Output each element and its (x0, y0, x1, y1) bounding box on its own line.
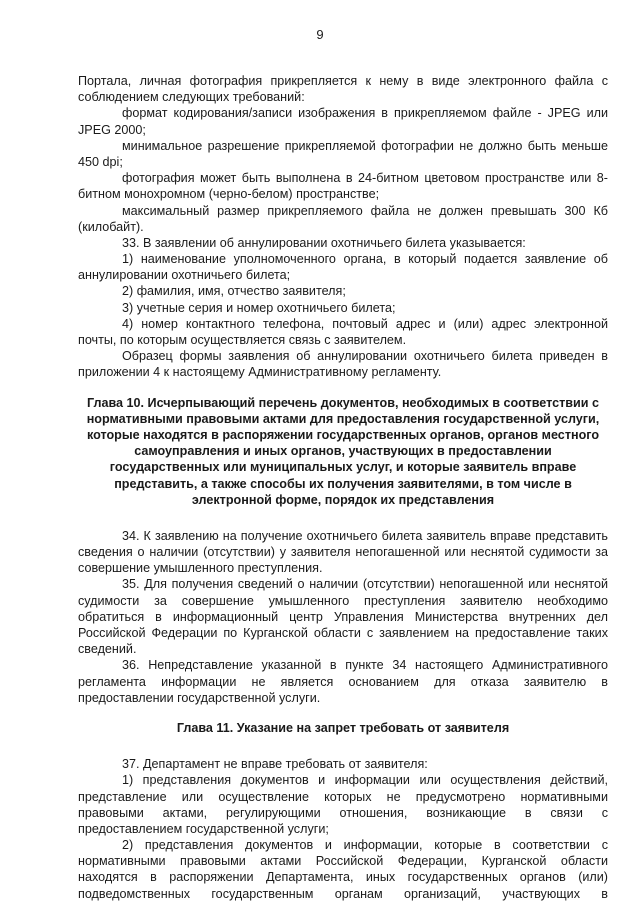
text-line: 2) представления документов и информации, которые в соответствии с (122, 838, 608, 853)
document-body (78, 73, 608, 902)
text-line: 36. Непредставление указанной в пункте 34 настоящего Административного (122, 658, 608, 673)
text-line: предоставлением государственной услуги; (78, 821, 329, 836)
text-line: сведений. (78, 642, 137, 657)
text-line: почты, по которым осуществляется связь с заявителем. (78, 333, 407, 347)
heading-line: Глава 10. Исчерпывающий перечень документов, необходимых в соответствии с (86, 395, 600, 410)
heading-line: представить, а также способы их получения заявителями, в том числе в (114, 476, 572, 491)
paragraph (78, 772, 608, 837)
text-line: предоставлении государственной услуги. (78, 690, 321, 705)
text-line: 4) номер контактного телефона, почтовый адрес и (или) адрес электронной (122, 316, 608, 331)
paragraph (78, 138, 608, 170)
text-line: JPEG 2000; (78, 122, 146, 137)
paragraph (78, 576, 608, 657)
text-line: аннулировании охотничьего билета; (78, 268, 291, 283)
text-line: битном монохромном (черно-белом) пространстве; (78, 187, 380, 202)
paragraph (78, 316, 608, 348)
text-line: 34. К заявлению на получение охотничьего билета заявитель вправе представить (122, 528, 608, 543)
text-line: находятся в распоряжении Департамента, иных государственных органов (или) (78, 870, 608, 885)
paragraph (78, 73, 608, 105)
paragraph (78, 283, 608, 299)
text-line: 450 dpi; (78, 154, 123, 169)
heading-line: нормативными правовыми актами для предоставления государственной услуги, (86, 411, 600, 426)
heading-line: которые находятся в распоряжении государственных органов, органов местного (86, 427, 600, 442)
text-line: соблюдением следующих требований: (78, 90, 305, 105)
text-line: 35. Для получения сведений о наличии (отсутствии) непогашенной или неснятой (122, 577, 608, 592)
paragraph (78, 203, 608, 235)
text-line: сведения о наличии (отсутствии) у заявителя непогашенной или неснятой судимости за (78, 545, 608, 560)
paragraph (78, 251, 608, 283)
paragraph (78, 837, 608, 902)
paragraph (78, 105, 608, 137)
chapter-heading (78, 720, 608, 736)
text-line: судимости за совершение умышленного преступления заявителю необходимо (78, 593, 608, 608)
text-line: 1) представления документов и информации или осуществления действий, (122, 773, 608, 788)
text-line: 37. Департамент не вправе требовать от заявителя: (122, 757, 428, 772)
text-line: регламента информации не является основанием для отказа заявителю в (78, 674, 608, 689)
paragraph (78, 235, 608, 251)
text-line: максимальный размер прикрепляемого файла не должен превышать 300 Кб (122, 203, 608, 218)
text-line: Портала, личная фотография прикрепляется к нему в виде электронного файла с (78, 74, 608, 88)
page-number: 9 (316, 27, 324, 42)
text-line: представление или осуществление которых не предусмотрено нормативными (78, 789, 608, 804)
paragraph (78, 756, 608, 772)
text-line: подведомственных государственным органам организаций, участвующих в (78, 886, 608, 901)
text-line: обратиться в информационный центр Управления Министерства внутренних дел (78, 609, 608, 624)
text-line: приложении 4 к настоящему Административному регламенту. (78, 365, 442, 380)
text-line: 33. В заявлении об аннулировании охотничьего билета указывается: (122, 235, 526, 250)
text-line: совершение умышленного преступления. (78, 561, 323, 576)
text-line: Образец формы заявления об аннулировании охотничьего билета приведен в (122, 349, 608, 364)
text-line: 2) фамилия, имя, отчество заявителя; (122, 284, 346, 299)
text-line: 1) наименование уполномоченного органа, в который подается заявление об (122, 252, 608, 267)
text-line: Российской Федерации по Курганской области с заявлением на предоставление таких (78, 626, 608, 640)
heading-line: электронной форме, порядок их представления (191, 492, 495, 507)
paragraph (78, 348, 608, 380)
text-line: (килобайт). (78, 219, 144, 234)
text-line: формат кодирования/записи изображения в прикрепляемом файле - JPEG или (122, 106, 608, 121)
text-line: правовыми актами, регулирующими отношения, возникающие в связи с (78, 805, 608, 820)
paragraph (78, 528, 608, 577)
text-line: нормативными правовыми актами Российской Федерации, Курганской области (78, 854, 608, 869)
heading-line: государственных или муниципальных услуг, и которые заявитель вправе (109, 460, 577, 475)
text-line: фотография может быть выполнена в 24-битном цветовом пространстве или 8- (122, 171, 608, 186)
paragraph (78, 170, 608, 202)
paragraph (78, 657, 608, 706)
paragraph (78, 300, 608, 316)
heading-line: самоуправления и иных органов, участвующих в предоставлении (134, 444, 552, 459)
text-line: минимальное разрешение прикрепляемой фотографии не должно быть меньше (122, 138, 608, 153)
heading-line: Глава 11. Указание на запрет требовать от заявителя (176, 720, 510, 735)
text-line: 3) учетные серия и номер охотничьего билета; (122, 300, 396, 315)
chapter-heading (78, 395, 608, 508)
